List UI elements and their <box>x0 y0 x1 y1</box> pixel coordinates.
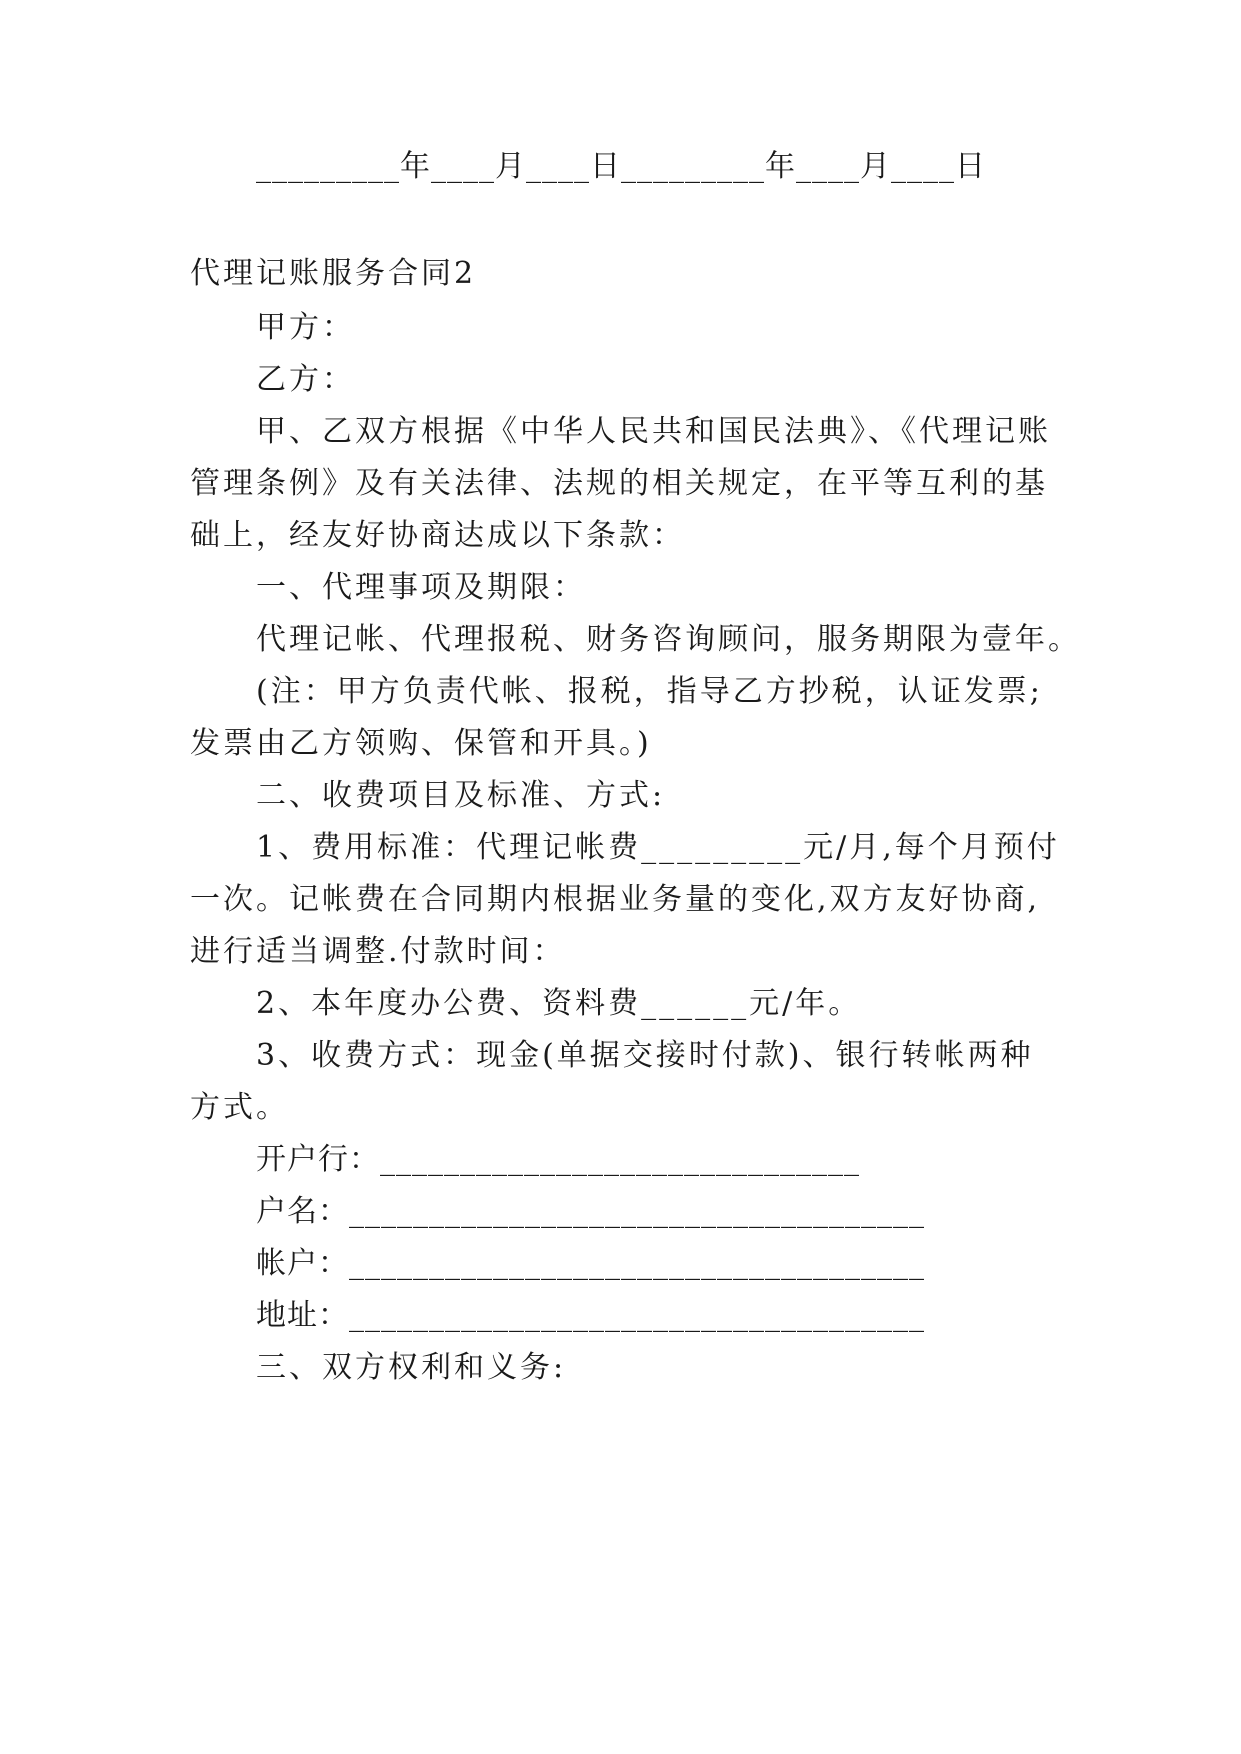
payment-method-line-1: 3、收费方式：现金(单据交接时付款)、银行转帐两种 <box>256 1038 1034 1073</box>
section1-note-line-1: (注：甲方负责代帐、报税，指导乙方抄税，认证发票; <box>256 674 1043 709</box>
section1-body: 代理记帐、代理报税、财务咨询顾问，服务期限为壹年。 <box>256 622 1081 657</box>
address-field: 地址：____________________________________ <box>256 1298 925 1333</box>
party-a-label: 甲方： <box>256 310 355 345</box>
account-name-field: 户名：____________________________________ <box>256 1194 925 1229</box>
fee-standard-line-3: 进行适当调整.付款时间： <box>190 934 566 969</box>
preamble-line-3: 础上，经友好协商达成以下条款： <box>190 518 685 553</box>
section2-heading: 二、收费项目及标准、方式: <box>256 778 666 813</box>
section1-note-line-2: 发票由乙方领购、保管和开具。) <box>190 726 652 761</box>
preamble-line-2: 管理条例》及有关法律、法规的相关规定，在平等互利的基 <box>190 466 1048 501</box>
preamble-line-1: 甲、乙双方根据《中华人民共和国民法典》、《代理记账 <box>256 414 1051 449</box>
bank-field: 开户行：______________________________ <box>256 1142 860 1177</box>
section1-heading: 一、代理事项及期限： <box>256 570 586 605</box>
date-line: _________年____月____日_________年____月____日 <box>256 149 986 184</box>
fee-standard-line-1: 1、费用标准：代理记帐费_________元/月,每个月预付 <box>256 830 1060 865</box>
account-number-field: 帐户：____________________________________ <box>256 1246 925 1281</box>
office-fee: 2、本年度办公费、资料费______元/年。 <box>256 986 862 1021</box>
payment-method-line-2: 方式。 <box>190 1090 289 1125</box>
section3-heading: 三、双方权利和义务: <box>256 1350 567 1385</box>
fee-standard-line-2: 一次。记帐费在合同期内根据业务量的变化,双方友好协商, <box>190 882 1041 917</box>
party-b-label: 乙方： <box>256 362 355 397</box>
document-title: 代理记账服务合同2 <box>190 256 477 291</box>
